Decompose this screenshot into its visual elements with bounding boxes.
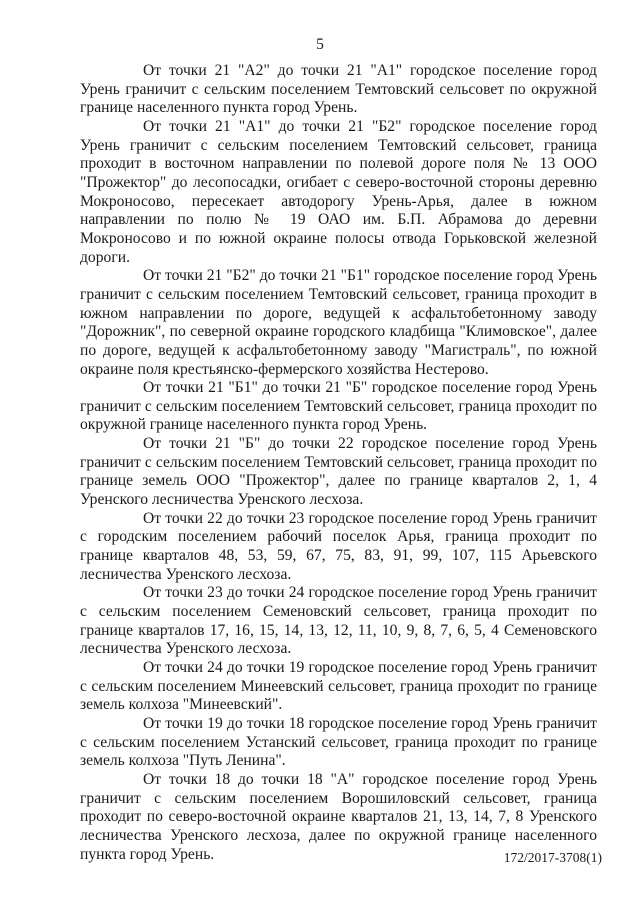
boundary-paragraph: От точки 21 "А2" до точки 21 "А1" городское поселение город Урень граничит с сельским поселением Темтовский сельсовет по окружной границе населенного пункта город Урень.: [80, 62, 597, 117]
boundary-paragraph: От точки 21 "Б2" до точки 21 "Б1" городское поселение город Урень граничит с сельским поселением Темтовский сельсовет, граница проходит в южном направлении по дороге, ведущей к асфальтобетонному заводу "Дорожник", по северной окраине городского кладбища "Климовское", далее по дороге, ведущей к асфальтобетонному заводу "Магистраль", по южной окраине поля крестьянско-фермерского хозяйства Нестерово.: [80, 267, 597, 378]
boundary-paragraph: От точки 21 "А1" до точки 21 "Б2" городское поселение город Урень граничит с сельским поселением Темтовский сельсовет, граница проходит в восточном направлении по полевой дороге поля № 13 ООО "Прожектор" до лесопосадки, огибает с северо-восточной стороны деревню Мокроносово, пересекает автодорогу Урень-Арья, далее в южном направлении по полю № 19 ОАО им. Б.П. Абрамова до деревни Мокроносово и по южной окраине полосы отвода Горьковской железной дороги.: [80, 117, 597, 266]
boundary-paragraph: От точки 19 до точки 18 городское поселение город Урень граничит с сельским поселением Устанский сельсовет, граница проходит по границе земель колхоза "Путь Ленина".: [80, 714, 597, 770]
boundary-paragraph: От точки 24 до точки 19 городское поселение город Урень граничит с сельским поселением Минеевский сельсовет, граница проходит по границе земель колхоза "Минеевский".: [80, 659, 597, 714]
boundary-paragraph: От точки 23 до точки 24 городское поселение город Урень граничит с сельским поселением Семеновский сельсовет, граница проходит по границе кварталов 17, 16, 15, 14, 13, 12, 11, 10, 9, 8, 7, 6, 5, 4 Семеновского лесничества Уренского лесхоза.: [80, 584, 597, 658]
boundary-paragraph: От точки 21 "Б" до точки 22 городское поселение город Урень граничит с сельским поселением Темтовский сельсовет, граница проходит по границе земель ООО "Прожектор", далее по границе кварталов 2, 1, 4 Уренского лесничества Уренского лесхоза.: [80, 435, 597, 509]
document-code: 172/2017-3708(1): [503, 850, 602, 865]
boundary-paragraph: От точки 21 "Б1" до точки 21 "Б" городское поселение город Урень граничит с сельским поселением Темтовский сельсовет, граница проходит по окружной границе населенного пункта город Урень.: [80, 379, 597, 434]
page-number: 5: [316, 36, 324, 53]
boundary-paragraph: От точки 22 до точки 23 городское поселение город Урень граничит с городским поселением рабочий поселок Арья, граница проходит по границе кварталов 48, 53, 59, 67, 75, 83, 91, 99, 107, 115 Арьевского лесничества Уренского лесхоза.: [80, 509, 597, 583]
boundary-paragraph: От точки 18 до точки 18 "А" городское поселение город Урень граничит с сельским поселением Ворошиловский сельсовет, граница проходит по северо-восточной окраине кварталов 21, 13, 14, 7, 8 Уренского лесничества Уренского лесхоза, далее по окружной границе населенного пункта город Урень.: [80, 770, 597, 863]
document-body: [80, 62, 597, 864]
